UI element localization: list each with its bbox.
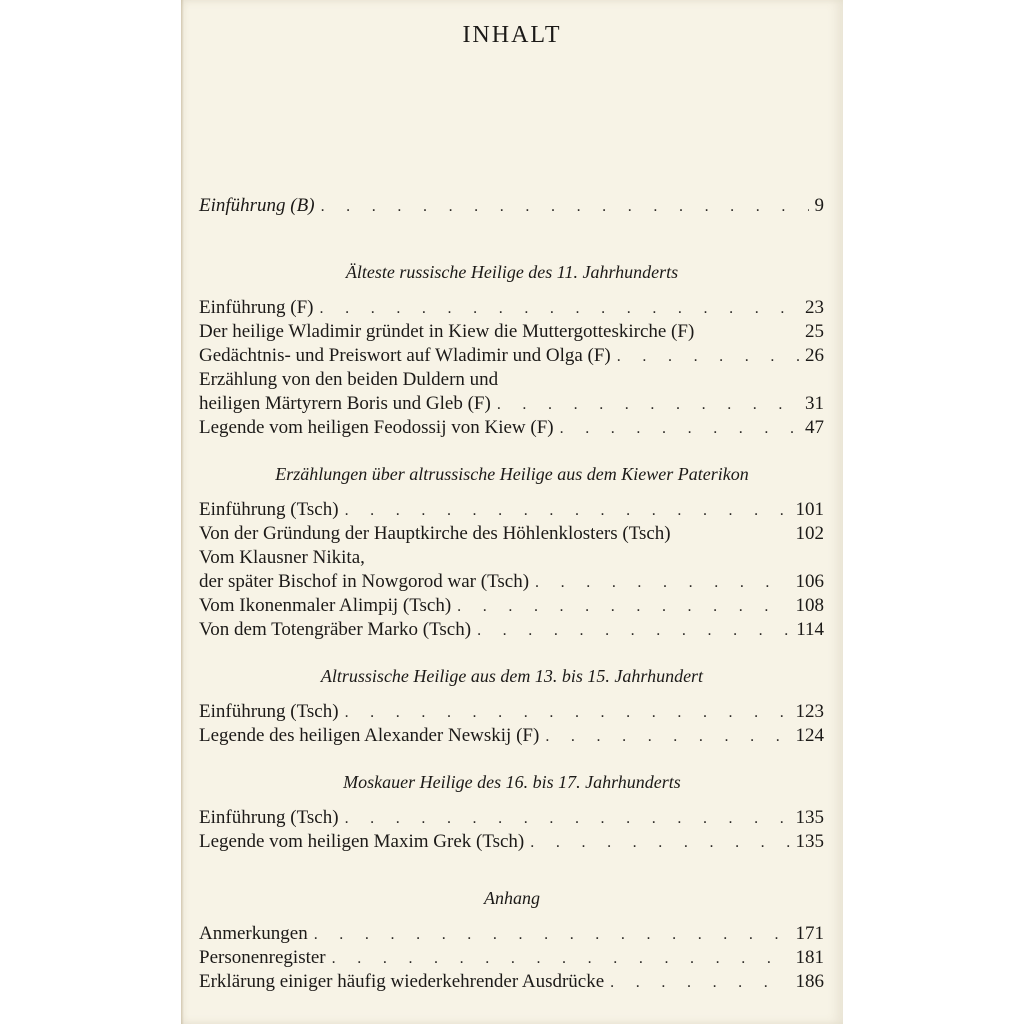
toc-entry: [199, 498, 824, 522]
entry-title: heiligen Märtyrern Boris und Gleb (F): [199, 393, 491, 414]
entry-title-line1: Vom Klausner Nikita,: [199, 547, 365, 568]
section-heading: Anhang: [484, 888, 540, 908]
toc-entry: [199, 296, 824, 320]
toc-entry: [199, 570, 824, 594]
toc-entry: [199, 344, 824, 368]
entry-title: Gedächtnis- und Preiswort auf Wladimir und Olga (F): [199, 345, 611, 366]
toc-entry: [199, 946, 824, 970]
page-number: 135: [795, 807, 824, 828]
toc-entry: [199, 830, 824, 854]
dot-leader: [320, 297, 799, 321]
toc-entry: [199, 618, 824, 642]
toc-entry: [199, 522, 824, 546]
dot-leader: [332, 947, 790, 971]
toc-entry-intro: [199, 194, 824, 218]
dot-leader: [545, 725, 789, 749]
entry-title: Einführung (F): [199, 297, 314, 318]
page-number: 186: [795, 971, 824, 992]
dot-leader: [345, 807, 790, 831]
entry-title: Von dem Totengräber Marko (Tsch): [199, 619, 472, 640]
page-number: 23: [805, 297, 824, 318]
page-number: 102: [795, 523, 824, 544]
page-number: 114: [796, 619, 824, 640]
toc-entry: [199, 922, 824, 946]
page-number: 124: [795, 725, 824, 746]
entry-title: Von der Gründung der Hauptkirche des Höhlenklosters (Tsch): [199, 523, 671, 544]
page-number: 106: [795, 571, 824, 592]
section-heading: Älteste russische Heilige des 11. Jahrhunderts: [345, 262, 679, 282]
dot-leader: [321, 195, 809, 219]
page-number: 171: [795, 923, 824, 944]
dot-leader: [457, 595, 789, 619]
toc-entry: [199, 700, 824, 724]
page-title: INHALT: [462, 22, 562, 48]
page-number: 123: [795, 701, 824, 722]
dot-leader: [477, 619, 790, 643]
toc-entry: [199, 724, 824, 748]
page-number: 181: [795, 947, 824, 968]
section-heading: Altrussische Heilige aus dem 13. bis 15. Jahrhundert: [320, 666, 704, 686]
entry-title-line1: Erzählung von den beiden Duldern und: [199, 369, 499, 390]
toc-entry: [199, 392, 824, 416]
entry-title: Einführung (Tsch): [199, 701, 339, 722]
dot-leader: [345, 701, 790, 725]
page-number: 108: [795, 595, 824, 616]
page-number: 26: [805, 345, 824, 366]
toc-entry: [199, 806, 824, 830]
page-number: 9: [814, 195, 824, 216]
page-number: 31: [805, 393, 824, 414]
section-heading: Moskauer Heilige des 16. bis 17. Jahrhunderts: [343, 772, 681, 792]
dot-leader: [497, 393, 799, 417]
entry-title: Einführung (Tsch): [199, 499, 339, 520]
toc-entry: [199, 416, 824, 440]
entry-title: Legende vom heiligen Maxim Grek (Tsch): [199, 831, 525, 852]
entry-title: der später Bischof in Nowgorod war (Tsch): [199, 571, 530, 592]
toc-entry: [199, 970, 824, 994]
toc-entry: [199, 594, 824, 618]
entry-title: Personenregister: [199, 947, 326, 968]
toc-entry: [199, 320, 824, 344]
dot-leader: [610, 971, 789, 995]
entry-title: Anmerkungen: [199, 923, 308, 944]
entry-title: Erklärung einiger häufig wiederkehrender Ausdrücke: [199, 971, 605, 992]
dot-leader: [560, 417, 799, 441]
entry-title: Einführung (Tsch): [199, 807, 339, 828]
page-number: 25: [805, 321, 824, 342]
entry-title: Der heilige Wladimir gründet in Kiew die Muttergotteskirche (F): [199, 321, 695, 342]
book-page: [181, 0, 843, 1024]
entry-title: Legende des heiligen Alexander Newskij (F): [199, 725, 540, 746]
dot-leader: [345, 499, 790, 523]
page-number: 101: [795, 499, 824, 520]
page-number: 135: [795, 831, 824, 852]
entry-title: Legende vom heiligen Feodossij von Kiew (F): [199, 417, 554, 438]
dot-leader: [617, 345, 799, 369]
dot-leader: [314, 923, 790, 947]
page-number: 47: [805, 417, 824, 438]
dot-leader: [535, 571, 789, 595]
section-heading: Erzählungen über altrussische Heilige aus dem Kiewer Paterikon: [275, 464, 749, 484]
dot-leader: [530, 831, 789, 855]
entry-title: Einführung (B): [199, 195, 315, 216]
entry-title: Vom Ikonenmaler Alimpij (Tsch): [199, 595, 452, 616]
